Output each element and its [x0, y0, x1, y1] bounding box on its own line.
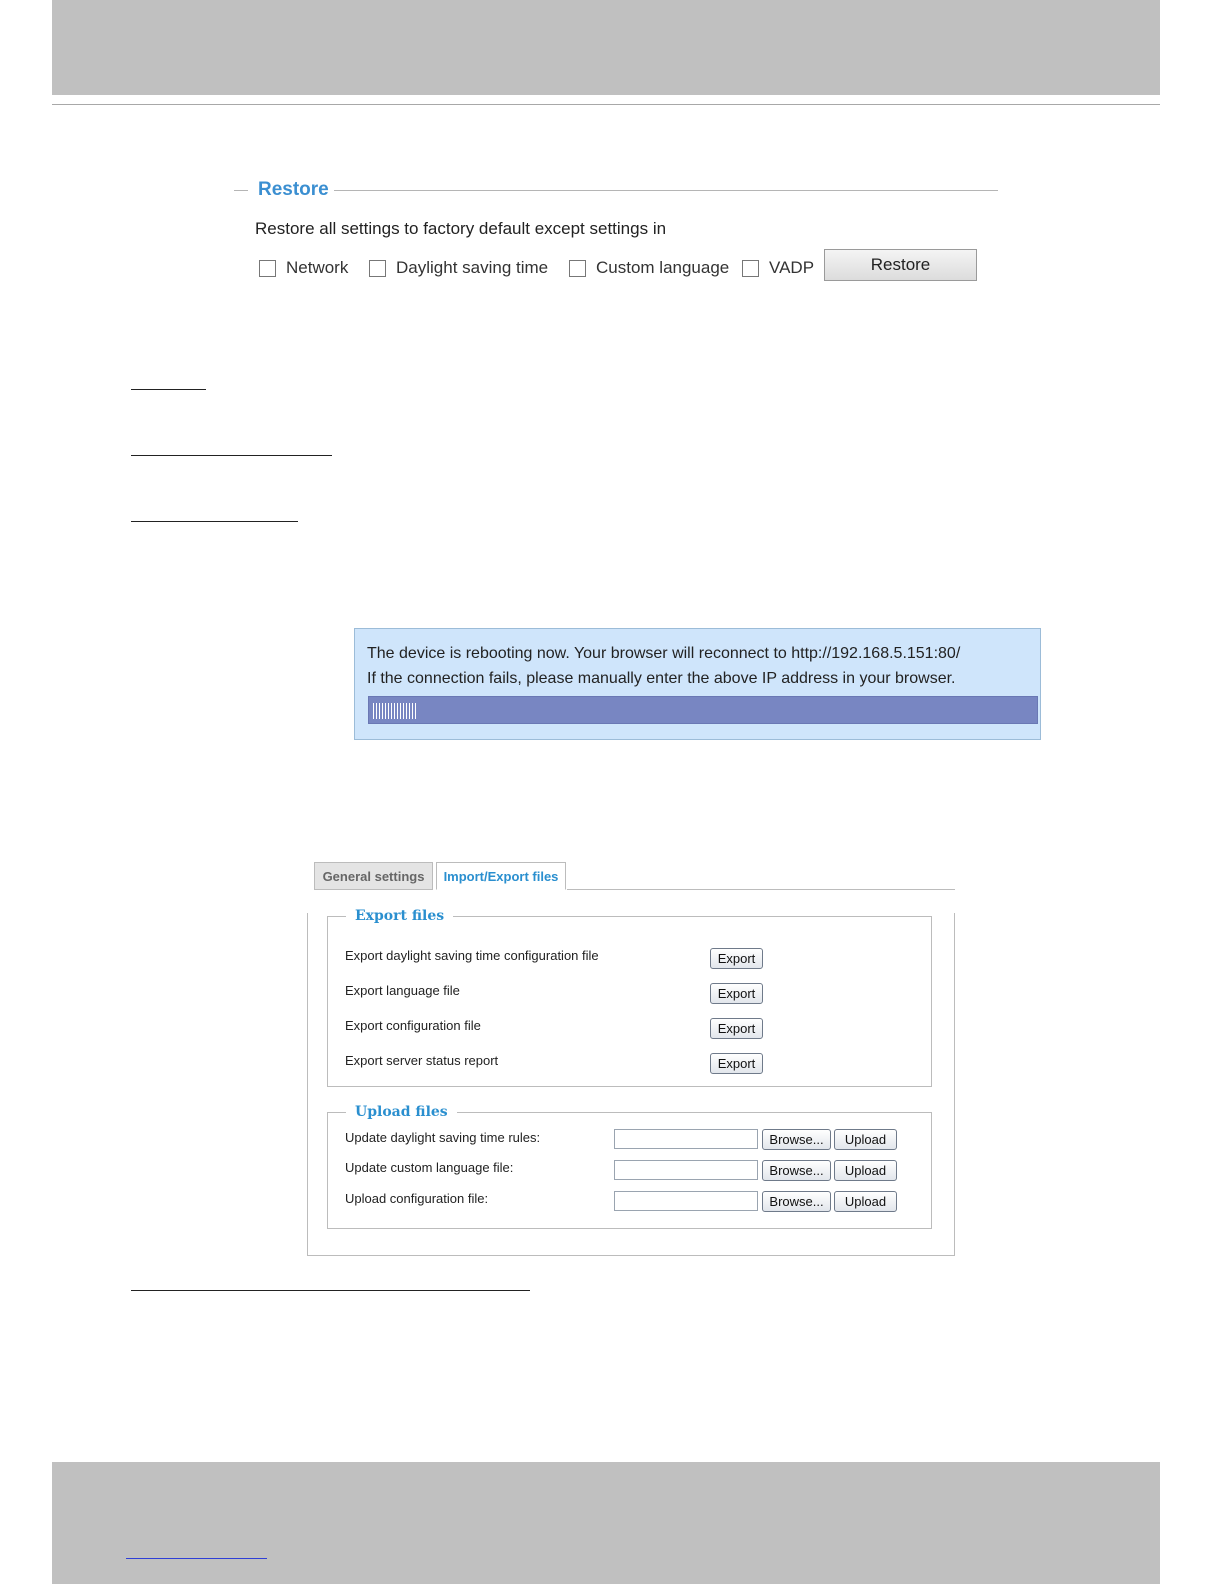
daylight-saving-time-checkbox[interactable]: [369, 260, 386, 277]
export-config-button[interactable]: Export: [710, 1018, 763, 1039]
upload-config-upload-button[interactable]: Upload: [834, 1191, 897, 1212]
upload-language-file-input[interactable]: [614, 1160, 758, 1180]
page-header-band: [52, 0, 1160, 95]
upload-language-label: Update custom language file:: [345, 1160, 514, 1175]
option-vadp[interactable]: [742, 258, 814, 278]
header-divider: [52, 104, 1160, 105]
import-export-panel: [307, 908, 955, 1256]
export-files-fieldset: [327, 908, 932, 1087]
network-label: Network: [286, 258, 349, 277]
tabs-baseline: [567, 889, 955, 890]
reboot-message-box: [354, 628, 1041, 740]
reboot-progress-fill: [373, 703, 416, 719]
custom-language-label: Custom language: [596, 258, 730, 277]
export-dst-button[interactable]: Export: [710, 948, 763, 969]
reboot-message-line: The device is rebooting now. Your browser will reconnect to http://192.168.5.151:80/: [367, 645, 961, 662]
vadp-checkbox[interactable]: [742, 260, 759, 277]
page-footer-band: [52, 1462, 1160, 1584]
heading-underline: [131, 389, 206, 390]
export-status-report-button[interactable]: Export: [710, 1053, 763, 1074]
upload-files-legend: Upload files: [346, 1103, 457, 1121]
export-dst-label: Export daylight saving time configuration file: [345, 948, 599, 963]
reboot-progress-bar: [368, 696, 1038, 724]
heading-underline: [131, 521, 298, 522]
export-config-label: Export configuration file: [345, 1018, 481, 1033]
vadp-label: VADP: [769, 258, 815, 277]
option-daylight-saving-time[interactable]: [369, 258, 548, 278]
upload-config-browse-button[interactable]: Browse...: [762, 1191, 831, 1212]
upload-config-label: Upload configuration file:: [345, 1191, 489, 1206]
footer-link-underline[interactable]: [126, 1558, 267, 1559]
reboot-fallback-line: If the connection fails, please manually enter the above IP address in your browser.: [367, 670, 956, 687]
restore-description: Restore all settings to factory default except settings in: [255, 219, 667, 238]
upload-dst-upload-button[interactable]: Upload: [834, 1129, 897, 1150]
upload-config-file-input[interactable]: [614, 1191, 758, 1211]
network-checkbox[interactable]: [259, 260, 276, 277]
option-custom-language[interactable]: [569, 258, 729, 278]
upload-language-browse-button[interactable]: Browse...: [762, 1160, 831, 1181]
tab-general-settings[interactable]: General settings: [314, 862, 433, 890]
upload-dst-label: Update daylight saving time rules:: [345, 1130, 541, 1145]
export-language-label: Export language file: [345, 983, 460, 998]
restore-panel: [234, 176, 999, 286]
tab-import-export-files[interactable]: Import/Export files: [436, 862, 566, 890]
legend-rule-right: [334, 190, 998, 191]
heading-underline: [131, 455, 332, 456]
upload-files-fieldset: [327, 1104, 932, 1229]
export-status-report-label: Export server status report: [345, 1053, 499, 1068]
upload-dst-browse-button[interactable]: Browse...: [762, 1129, 831, 1150]
option-network[interactable]: [259, 258, 348, 278]
upload-language-upload-button[interactable]: Upload: [834, 1160, 897, 1181]
daylight-saving-time-label: Daylight saving time: [396, 258, 549, 277]
restore-legend: Restore: [258, 179, 329, 200]
restore-button[interactable]: Restore: [824, 249, 977, 281]
legend-rule-left: [234, 190, 248, 191]
export-files-legend: Export files: [346, 907, 453, 925]
export-language-button[interactable]: Export: [710, 983, 763, 1004]
upload-dst-file-input[interactable]: [614, 1129, 758, 1149]
heading-underline: [131, 1290, 530, 1291]
custom-language-checkbox[interactable]: [569, 260, 586, 277]
